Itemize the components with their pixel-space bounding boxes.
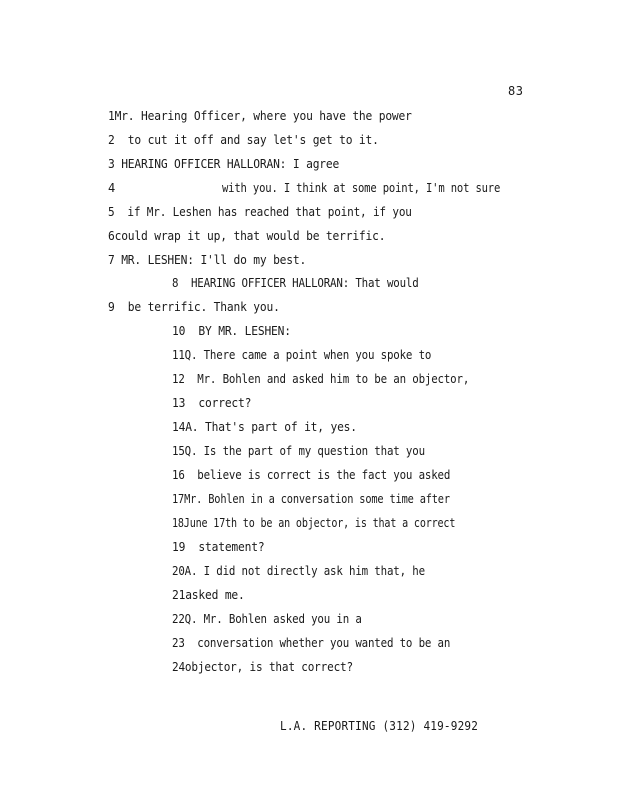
transcript-line: 20A. I did not directly ask him that, he: [172, 564, 425, 578]
transcript-line: 4: [108, 181, 116, 195]
transcript-line: 2 to cut it off and say let's get to it.: [108, 133, 379, 147]
transcript-line: 7 MR. LESHEN: I'll do my best.: [108, 253, 307, 267]
transcript-line: 9 be terrific. Thank you.: [108, 300, 280, 314]
transcript-line: 3 HEARING OFFICER HALLORAN: I agree: [108, 157, 340, 171]
transcript-line: 8 HEARING OFFICER HALLORAN: That would: [172, 276, 419, 290]
transcript-line: 15Q. Is the part of my question that you: [172, 444, 425, 458]
transcript-line: 14A. That's part of it, yes.: [172, 420, 357, 434]
transcript-line: with you. I think at some point, I'm not sure: [222, 181, 501, 195]
reporter-footer: L.A. REPORTING (312) 419-9292: [280, 719, 479, 733]
transcript-line: 24objector, is that correct?: [172, 660, 353, 674]
transcript-line: 16 believe is correct is the fact you asked: [172, 468, 451, 482]
transcript-line: 17Mr. Bohlen in a conversation some time after: [172, 492, 450, 506]
transcript-line: 23 conversation whether you wanted to be an: [172, 636, 451, 650]
transcript-line: 1Mr. Hearing Officer, where you have the power: [108, 109, 412, 123]
transcript-line: 11Q. There came a point when you spoke to: [172, 348, 432, 362]
transcript-line: 19 statement?: [172, 540, 265, 554]
transcript-line: 6could wrap it up, that would be terrific.: [108, 229, 386, 243]
transcript-line: 18June 17th to be an objector, is that a correct: [172, 516, 456, 530]
transcript-line: 12 Mr. Bohlen and asked him to be an objector,: [172, 372, 470, 386]
page-number: 83: [508, 84, 524, 98]
transcript-line: 22Q. Mr. Bohlen asked you in a: [172, 612, 362, 626]
transcript-line: 21asked me.: [172, 588, 245, 602]
transcript-line: 13 correct?: [172, 396, 252, 410]
transcript-line: 10 BY MR. LESHEN:: [172, 324, 291, 338]
transcript-line: 5 if Mr. Leshen has reached that point, if you: [108, 205, 412, 219]
